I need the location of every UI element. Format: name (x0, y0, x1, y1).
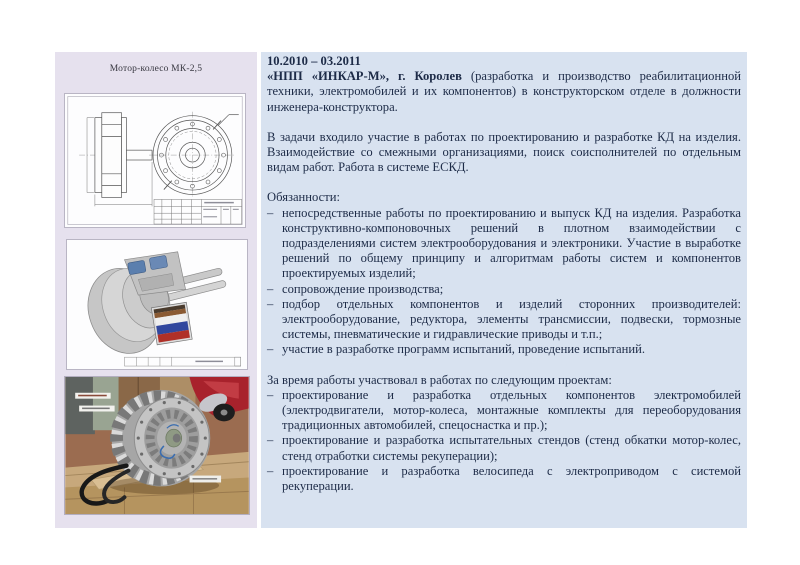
projects-list (267, 388, 741, 494)
list-item: – непосредственные работы по проектированию и выпуск КД на изделия. Разработка конструктивно-компоновочных решений в плотном взаимодействии с подразделениями систем электрооборудования и электроники. Участие в выработке решений по общему принципу и алгоритмам работы систем и компонентов проектируемых изделий; (267, 205, 741, 281)
bullet-dash: – (267, 205, 274, 220)
photo-figure (64, 376, 250, 515)
projects-heading: За время работы участвовал в работах по следующим проектам: (267, 372, 612, 387)
list-item: – проектирование и разработка велосипеда с электроприводом с системой рекуперации. (267, 463, 741, 494)
duties-heading: Обязанности: (267, 190, 340, 205)
cad-render-icon (67, 240, 247, 369)
list-item: – подбор отдельных компонентов и изделий сторонних производителей: электрооборудование, редуктора, элементы трансмиссии, подвески, тормозные системы, пневматические и гидравлические приводы и т.п.; (267, 296, 741, 342)
employer-name: «НПП «ИНКАР-М», г. Королев (267, 69, 462, 84)
list-item: – участие в разработке программ испытаний, проведение испытаний. (267, 342, 645, 357)
period-heading: 10.2010 – 03.2011 (267, 54, 361, 68)
employer-description: (разработка и производство реабилитационной техники, электромобилей и их компонентов) в конструкторском отделе в должности инженера-конструктора. (267, 69, 741, 114)
left-figures-panel (55, 52, 257, 528)
cad-render-figure (66, 239, 248, 370)
list-item: – сопровождение производства; (267, 281, 444, 296)
employer-paragraph (267, 69, 741, 115)
experience-text-panel (261, 52, 747, 528)
bullet-dash: – (267, 387, 274, 402)
figure-caption: Мотор-колесо МК-2,5 (109, 64, 203, 74)
technical-drawing-icon (65, 94, 245, 227)
tasks-paragraph: В задачи входило участие в работах по проектированию и разработке КД на изделия. Взаимодействие со смежными организациями, поиск соисполнителей по отдельным видам работ. Работа в системе ЕСКД. (267, 129, 741, 175)
bullet-dash: – (267, 296, 274, 311)
list-item: – проектирование и разработка испытательных стендов (стенд обкатки мотор-колес, стенд отработки системы рекуперации); (267, 433, 741, 463)
technical-drawing-figure (64, 93, 246, 228)
drawing-title-block (154, 199, 242, 224)
motor-wheel-photo-icon (65, 377, 249, 514)
list-item: – проектирование и разработка отдельных компонентов электромобилей (электродвигатели, мотор-колеса, монтажные комплекты для переоборудования традиционных автомобилей, спецоснастка и пр.); (267, 387, 741, 433)
bullet-dash: – (267, 433, 274, 448)
drawing-side-view (79, 113, 158, 198)
drawing-front-view (149, 112, 239, 199)
render-title-strip (125, 357, 241, 366)
duties-list (267, 206, 741, 358)
bullet-dash: – (267, 281, 274, 296)
bullet-dash: – (267, 463, 274, 478)
bullet-dash: – (267, 342, 274, 357)
render-magnet-stack (151, 302, 192, 345)
